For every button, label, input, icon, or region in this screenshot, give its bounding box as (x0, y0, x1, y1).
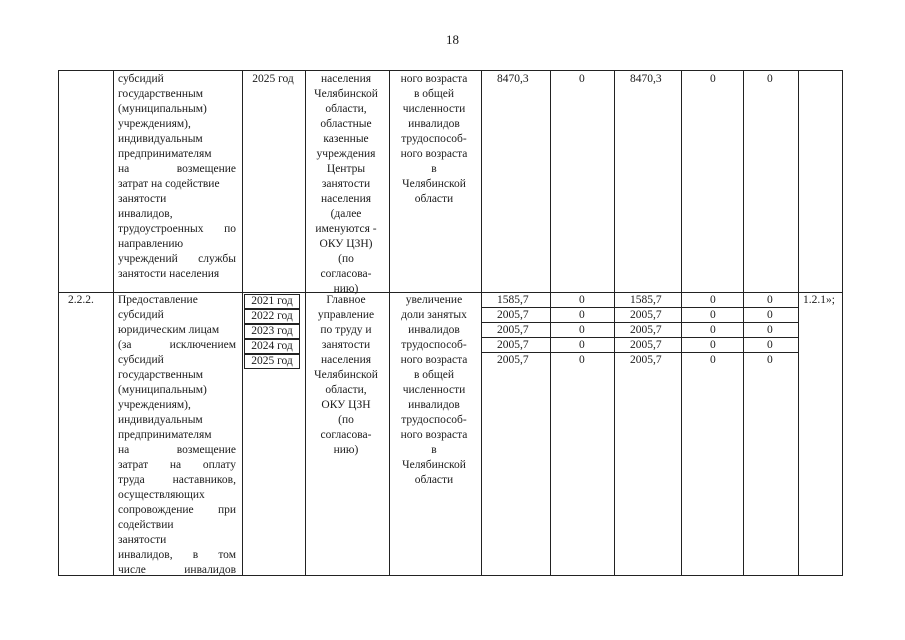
finance-federal: 0 (579, 354, 585, 366)
year-cell: 2025 год (252, 73, 294, 85)
finance-local: 0 (710, 294, 716, 306)
indicator-cell: ного возраста в общей численности инвалидов трудоспособ- ного возраста в Челябинской области (400, 73, 468, 205)
finance-other: 0 (767, 309, 773, 321)
col-divider (550, 71, 551, 575)
col-divider (113, 71, 114, 575)
finance-other: 0 (767, 339, 773, 351)
year-cell: 2025 год (244, 354, 300, 369)
finance-other: 0 (767, 73, 773, 85)
page-number: 18 (446, 32, 459, 47)
col-divider (481, 71, 482, 575)
finance-total: 2005,7 (497, 354, 529, 366)
finance-regional: 2005,7 (630, 339, 662, 351)
finance-federal: 0 (579, 339, 585, 351)
year-cell: 2022 год (244, 309, 300, 324)
row-number: 2.2.2. (68, 294, 94, 306)
link-cell: 1.2.1»; (803, 294, 835, 306)
finance-federal: 0 (579, 73, 585, 85)
indicator-cell: увеличение доли занятых инвалидов трудоспособ- ного возраста в общей численности инвалидов трудоспособ- ного возраста в Челябинской области (400, 294, 468, 486)
finance-total: 1585,7 (497, 294, 529, 306)
finance-local: 0 (710, 73, 716, 85)
finance-other: 0 (767, 354, 773, 366)
col-divider (681, 71, 682, 575)
finance-federal: 0 (579, 309, 585, 321)
finance-total: 2005,7 (497, 339, 529, 351)
finance-local: 0 (710, 324, 716, 336)
finance-total: 8470,3 (497, 73, 529, 85)
executor-cell: Главное управление по труду и занятости населения Челябинской области, ОКУ ЦЗН (по согласова- нию) (314, 294, 378, 456)
finance-local: 0 (710, 354, 716, 366)
finance-regional: 1585,7 (630, 294, 662, 306)
year-cell: 2023 год (244, 324, 300, 339)
finance-local: 0 (710, 309, 716, 321)
col-divider (798, 71, 799, 575)
year-cell: 2021 год (244, 294, 300, 309)
finance-local: 0 (710, 339, 716, 351)
finance-federal: 0 (579, 294, 585, 306)
year-cell: 2024 год (244, 339, 300, 354)
finance-other: 0 (767, 294, 773, 306)
col-divider (242, 71, 243, 575)
finance-other: 0 (767, 324, 773, 336)
measure-description: субсидий государственным (муниципальным) учреждениям), индивидуальным предпринимателям на возмещение затрат на содействие занятости инвалидов, трудоустроенных по направлению учреждений службы занятости населения (118, 73, 236, 280)
col-divider (743, 71, 744, 575)
finance-total: 2005,7 (497, 309, 529, 321)
finance-total: 2005,7 (497, 324, 529, 336)
finance-federal: 0 (579, 324, 585, 336)
finance-regional: 2005,7 (630, 324, 662, 336)
col-divider (614, 71, 615, 575)
measure-description: Предоставление субсидий юридическим лицам (за исключением субсидий государственным (муниципальным) учреждениям), индивидуальным предпринимателям на возмещение затрат на оплату труда наставников, осуществляющих сопровождение при содействии занятости инвалидов, в том числе инвалидов (118, 294, 236, 576)
executor-cell: населения Челябинской области, областные казенные учреждения Центры занятости населения (далее именуются - ОКУ ЦЗН) (по согласова- нию) (314, 73, 378, 295)
finance-regional: 2005,7 (630, 309, 662, 321)
finance-regional: 8470,3 (630, 73, 662, 85)
finance-regional: 2005,7 (630, 354, 662, 366)
